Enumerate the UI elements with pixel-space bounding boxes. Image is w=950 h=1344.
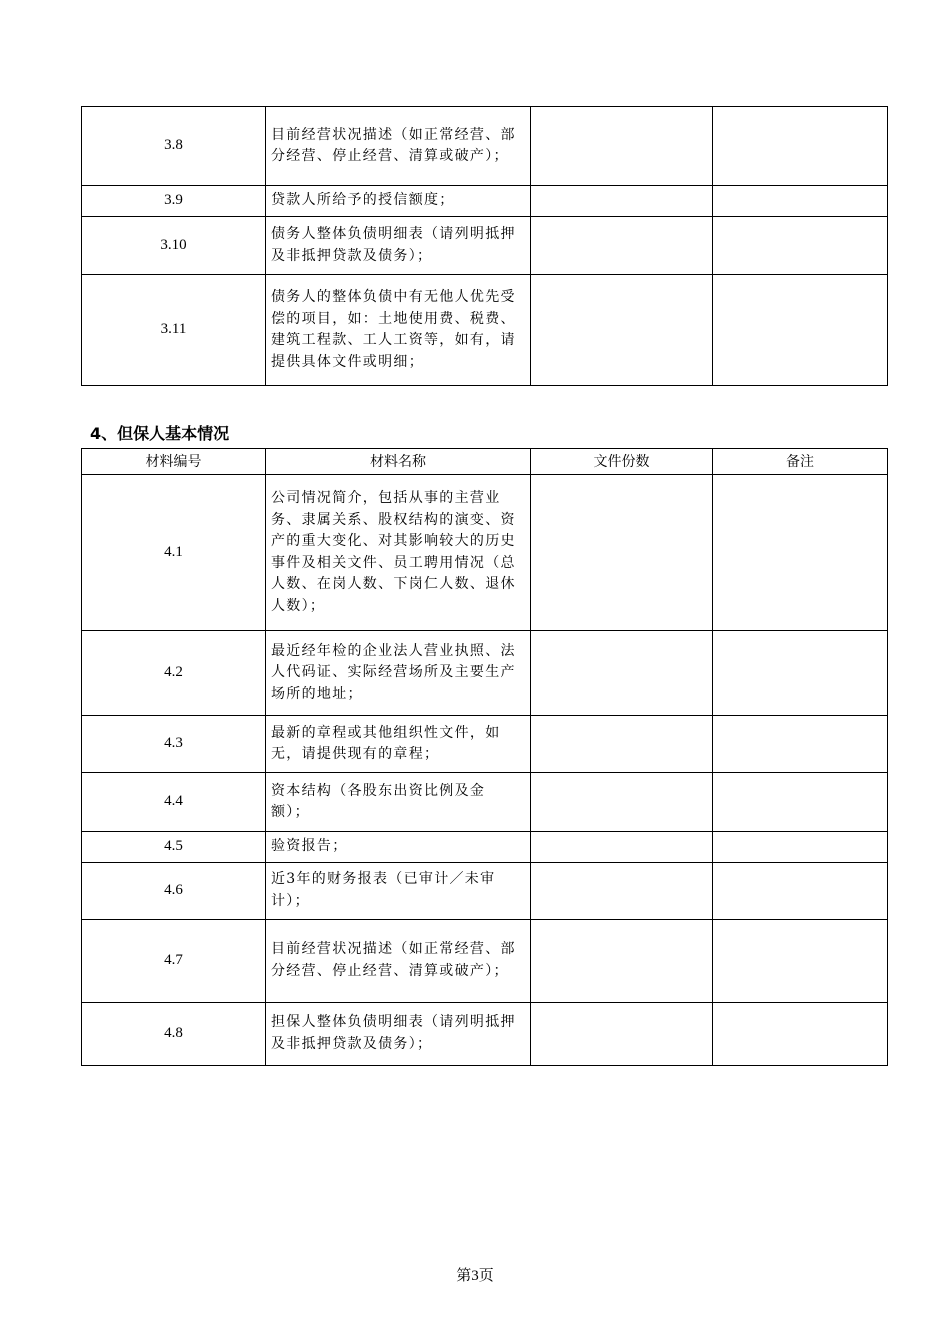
- material-name: 担保人整体负债明细表（请列明抵押及非抵押贷款及债务）；: [266, 1002, 531, 1065]
- file-copies-cell[interactable]: [531, 475, 713, 631]
- material-number: 3.9: [82, 186, 266, 217]
- table-row: [82, 217, 888, 275]
- table-row: [82, 186, 888, 217]
- material-number: 4.7: [82, 919, 266, 1002]
- material-name: 最新的章程或其他组织性文件，如无，请提供现有的章程；: [266, 716, 531, 773]
- file-copies-cell[interactable]: [531, 275, 713, 386]
- notes-cell[interactable]: [713, 275, 888, 386]
- material-number: 3.11: [82, 275, 266, 386]
- file-copies-cell[interactable]: [531, 773, 713, 832]
- table-row: [82, 716, 888, 773]
- column-header-notes: 备注: [713, 449, 888, 475]
- notes-cell[interactable]: [713, 107, 888, 186]
- material-number: 4.3: [82, 716, 266, 773]
- table-row: [82, 107, 888, 186]
- file-copies-cell[interactable]: [531, 107, 713, 186]
- column-header-material-name: 材料名称: [266, 449, 531, 475]
- section-title: 4、但保人基本情况: [90, 424, 230, 443]
- file-copies-cell[interactable]: [531, 832, 713, 863]
- column-header-file-copies: 文件份数: [531, 449, 713, 475]
- file-copies-cell[interactable]: [531, 631, 713, 716]
- notes-cell[interactable]: [713, 186, 888, 217]
- material-number: 4.5: [82, 832, 266, 863]
- file-copies-cell[interactable]: [531, 862, 713, 919]
- material-number: 3.10: [82, 217, 266, 275]
- material-number: 4.8: [82, 1002, 266, 1065]
- material-number: 4.2: [82, 631, 266, 716]
- material-name: 最近经年检的企业法人营业执照、法人代码证、实际经营场所及主要生产场所的地址；: [266, 631, 531, 716]
- column-header-material-number: 材料编号: [82, 449, 266, 475]
- notes-cell[interactable]: [713, 1002, 888, 1065]
- table-header-row: [82, 449, 888, 475]
- table-row: [82, 832, 888, 863]
- file-copies-cell[interactable]: [531, 186, 713, 217]
- material-name: 公司情况简介，包括从事的主营业务、隶属关系、股权结构的演变、资产的重大变化、对其影响较大的历史事件及相关文件、员工聘用情况（总人数、在岗人数、下岗仁人数、退休人数）；: [266, 475, 531, 631]
- file-copies-cell[interactable]: [531, 716, 713, 773]
- file-copies-cell[interactable]: [531, 1002, 713, 1065]
- material-name: 验资报告；: [266, 832, 531, 863]
- notes-cell[interactable]: [713, 919, 888, 1002]
- table-row: [82, 919, 888, 1002]
- material-number: 4.1: [82, 475, 266, 631]
- table-row: [82, 275, 888, 386]
- material-name: 债务人整体负债明细表（请列明抵押及非抵押贷款及债务）；: [266, 217, 531, 275]
- notes-cell[interactable]: [713, 631, 888, 716]
- material-name: 债务人的整体负债中有无他人优先受偿的项目，如：土地使用费、税费、建筑工程款、工人工资等，如有，请提供具体文件或明细；: [266, 275, 531, 386]
- materials-table-section-3: [81, 106, 888, 386]
- material-name: 资本结构（各股东出资比例及金额）；: [266, 773, 531, 832]
- notes-cell[interactable]: [713, 773, 888, 832]
- notes-cell[interactable]: [713, 716, 888, 773]
- page-number: 第3页: [456, 1268, 494, 1284]
- material-number: 3.8: [82, 107, 266, 186]
- materials-table-section-4: [81, 448, 888, 1066]
- material-name: 近3年的财务报表（已审计／未审计）；: [266, 862, 531, 919]
- table-row: [82, 773, 888, 832]
- material-name: 目前经营状况描述（如正常经营、部分经营、停止经营、清算或破产）；: [266, 919, 531, 1002]
- material-name: 目前经营状况描述（如正常经营、部分经营、停止经营、清算或破产）；: [266, 107, 531, 186]
- table-row: [82, 1002, 888, 1065]
- notes-cell[interactable]: [713, 862, 888, 919]
- material-number: 4.4: [82, 773, 266, 832]
- file-copies-cell[interactable]: [531, 217, 713, 275]
- material-number: 4.6: [82, 862, 266, 919]
- notes-cell[interactable]: [713, 475, 888, 631]
- table-row: [82, 475, 888, 631]
- file-copies-cell[interactable]: [531, 919, 713, 1002]
- table-row: [82, 862, 888, 919]
- notes-cell[interactable]: [713, 832, 888, 863]
- table-row: [82, 631, 888, 716]
- notes-cell[interactable]: [713, 217, 888, 275]
- material-name: 贷款人所给予的授信额度；: [266, 186, 531, 217]
